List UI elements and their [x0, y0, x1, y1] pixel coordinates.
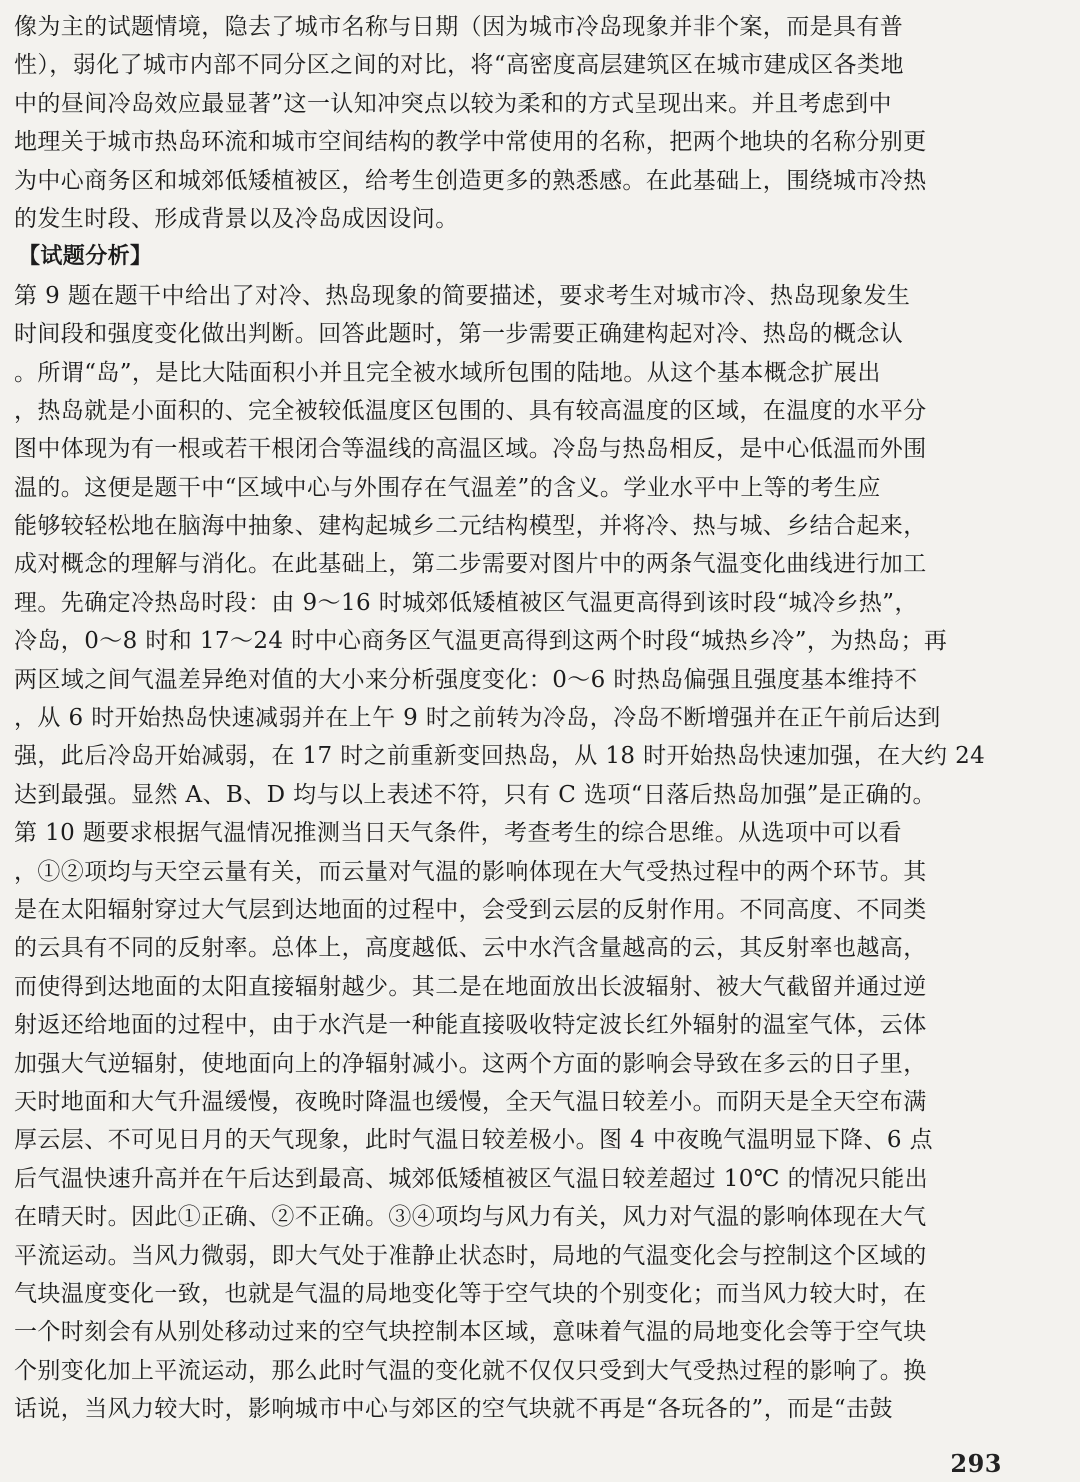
text-line: 的云具有不同的反射率。总体上，高度越低、云中水汽含量越高的云，其反射率也越高， [14, 935, 927, 962]
text-line: 的发生时段、形成背景以及冷岛成因设问。 [14, 205, 459, 232]
text-line: 成对概念的理解与消化。在此基础上，第二步需要对图片中的两条气温变化曲线进行加工 [14, 551, 927, 578]
text-line: 平流运动。当风力微弱，即大气处于准静止状态时，局地的气温变化会与控制这个区域的 [14, 1242, 927, 1269]
body-text [14, 8, 1060, 1428]
text-line: 个别变化加上平流运动，那么此时气温的变化就不仅仅只受到大气受热过程的影响了。换 [14, 1357, 927, 1384]
text-line: ，热岛就是小面积的、完全被较低温度区包围的、具有较高温度的区域，在温度的水平分 [14, 397, 927, 424]
text-line: 在晴天时。因此①正确、②不正确。③④项均与风力有关，风力对气温的影响体现在大气 [14, 1204, 927, 1231]
text-line: 为中心商务区和城郊低矮植被区，给考生创造更多的熟悉感。在此基础上，围绕城市冷热 [14, 167, 927, 194]
text-line: ，从 6 时开始热岛快速减弱并在上午 9 时之前转为冷岛，冷岛不断增强并在正午前后达到 [14, 705, 941, 732]
section-heading: 【试题分析】 [18, 244, 153, 270]
text-line: ，①②项均与天空云量有关，而云量对气温的影响体现在大气受热过程中的两个环节。其 [14, 858, 927, 885]
text-line: 两区域之间气温差异绝对值的大小来分析强度变化：0～6 时热岛偏强且强度基本维持不 [14, 666, 918, 693]
text-line: 第 10 题要求根据气温情况推测当日天气条件，考查考生的综合思维。从选项中可以看 [14, 820, 902, 847]
text-line: 厚云层、不可见日月的天气现象，此时气温日较差极小。图 4 中夜晚气温明显下降、6 点 [14, 1127, 933, 1154]
text-line: 冷岛，0～8 时和 17～24 时中心商务区气温更高得到这两个时段“城热乡冷”，为热岛；再 [14, 628, 948, 655]
text-line: 后气温快速升高并在午后达到最高、城郊低矮植被区气温日较差超过 10℃ 的情况只能出 [14, 1165, 929, 1192]
text-line: 能够较轻松地在脑海中抽象、建构起城乡二元结构模型，并将冷、热与城、乡结合起来， [14, 513, 927, 540]
text-line: 理。先确定冷热岛时段：由 9～16 时城郊低矮植被区气温更高得到该时段“城冷乡热”， [14, 589, 918, 616]
text-line: 中的昼间冷岛效应最显著”这一认知冲突点以较为柔和的方式呈现出来。并且考虑到中 [14, 90, 892, 117]
text-line: 一个时刻会有从别处移动过来的空气块控制本区域，意味着气温的局地变化会等于空气块 [14, 1319, 927, 1346]
text-line: 图中体现为有一根或若干根闭合等温线的高温区域。冷岛与热岛相反，是中心低温而外围 [14, 436, 927, 463]
text-line: 地理关于城市热岛环流和城市空间结构的教学中常使用的名称，把两个地块的名称分别更 [14, 129, 927, 156]
text-line: 第 9 题在题干中给出了对冷、热岛现象的简要描述，要求考生对城市冷、热岛现象发生 [14, 282, 911, 309]
text-line: 性），弱化了城市内部不同分区之间的对比，将“高密度高层建筑区在城市建成区各类地 [14, 52, 904, 79]
text-line: 强，此后冷岛开始减弱，在 17 时之前重新变回热岛，从 18 时开始热岛快速加强，在大约 24 [14, 743, 986, 770]
text-line: 温的。这便是题干中“区域中心与外围存在气温差”的含义。学业水平中上等的考生应 [14, 474, 881, 501]
text-line: 时间段和强度变化做出判断。回答此题时，第一步需要正确建构起对冷、热岛的概念认 [14, 321, 904, 348]
page-number: 293 [950, 1449, 1002, 1478]
text-line: 而使得到达地面的太阳直接辐射越少。其二是在地面放出长波辐射、被大气截留并通过逆 [14, 973, 927, 1000]
text-line: 。所谓“岛”，是比大陆面积小并且完全被水域所包围的陆地。从这个基本概念扩展出 [14, 359, 881, 386]
text-line: 话说，当风力较大时，影响城市中心与郊区的空气块就不再是“各玩各的”，而是“击鼓 [14, 1396, 893, 1423]
text-line: 射返还给地面的过程中，由于水汽是一种能直接吸收特定波长红外辐射的温室气体，云体 [14, 1012, 927, 1039]
text-line: 达到最强。显然 A、B、D 均与以上表述不符，只有 C 选项“日落后热岛加强”是正确的。 [14, 781, 936, 808]
text-line: 是在太阳辐射穿过大气层到达地面的过程中，会受到云层的反射作用。不同高度、不同类 [14, 896, 927, 923]
text-line: 加强大气逆辐射，使地面向上的净辐射减小。这两个方面的影响会导致在多云的日子里， [14, 1050, 927, 1077]
text-line: 气块温度变化一致，也就是气温的局地变化等于空气块的个别变化；而当风力较大时，在 [14, 1280, 927, 1307]
text-line: 像为主的试题情境，隐去了城市名称与日期（因为城市冷岛现象并非个案，而是具有普 [14, 14, 904, 40]
text-line: 天时地面和大气升温缓慢，夜晚时降温也缓慢，全天气温日较差小。而阴天是全天空布满 [14, 1088, 927, 1115]
